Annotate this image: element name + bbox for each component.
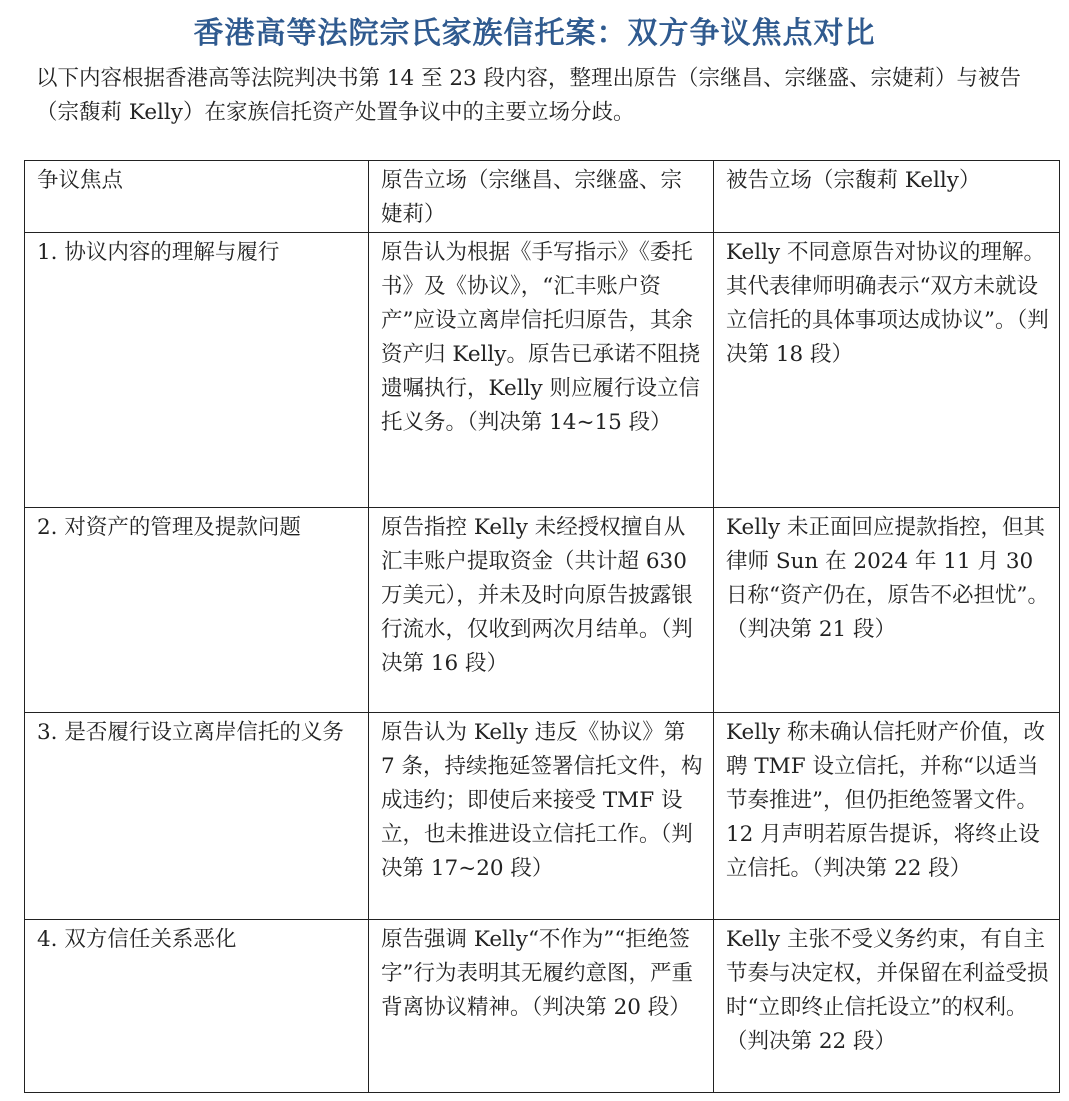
issue-cell: 1. 协议内容的理解与履行	[25, 233, 369, 508]
table-row	[25, 233, 1060, 508]
issue-cell: 4. 双方信任关系恶化	[25, 920, 369, 1093]
defendant-cell: Kelly 主张不受义务约束，有自主节奏与决定权，并保留在利益受损时“立即终止信托设立”的权利。（判决第 22 段）	[714, 920, 1060, 1093]
header-plaintiff: 原告立场（宗继昌、宗继盛、宗婕莉）	[369, 161, 714, 233]
page-title: 香港高等法院宗氏家族信托案：双方争议焦点对比	[193, 16, 876, 51]
defendant-cell: Kelly 称未确认信托财产价值，改聘 TMF 设立信托，并称“以适当节奏推进”，但仍拒绝签署文件。12 月声明若原告提诉，将终止设立信托。（判决第 22 段）	[714, 713, 1060, 920]
comparison-table	[24, 160, 1060, 1093]
issue-cell: 2. 对资产的管理及提款问题	[25, 508, 369, 713]
issue-cell: 3. 是否履行设立离岸信托的义务	[25, 713, 369, 920]
plaintiff-cell: 原告认为根据《手写指示》《委托书》及《协议》，“汇丰账户资产”应设立离岸信托归原告，其余资产归 Kelly。原告已承诺不阻挠遗嘱执行，Kelly 则应履行设立信托义务。（判决第 14~15 段）	[369, 233, 714, 508]
plaintiff-cell: 原告指控 Kelly 未经授权擅自从汇丰账户提取资金（共计超 630 万美元），并未及时向原告披露银行流水，仅收到两次月结单。（判决第 16 段）	[369, 508, 714, 713]
table-row	[25, 920, 1060, 1093]
table-header-row	[25, 161, 1060, 233]
table-row	[25, 713, 1060, 920]
defendant-cell: Kelly 不同意原告对协议的理解。其代表律师明确表示“双方未就设立信托的具体事项达成协议”。（判决第 18 段）	[714, 233, 1060, 508]
table-row	[25, 508, 1060, 713]
header-issue: 争议焦点	[25, 161, 369, 233]
header-defendant: 被告立场（宗馥莉 Kelly）	[714, 161, 1060, 233]
intro-paragraph: 以下内容根据香港高等法院判决书第 14 至 23 段内容，整理出原告（宗继昌、宗继盛、宗婕莉）与被告（宗馥莉 Kelly）在家族信托资产处置争议中的主要立场分歧。	[36, 66, 1022, 125]
plaintiff-cell: 原告认为 Kelly 违反《协议》第 7 条，持续拖延签署信托文件，构成违约；即使后来接受 TMF 设立，也未推进设立信托工作。（判决第 17~20 段）	[369, 713, 714, 920]
defendant-cell: Kelly 未正面回应提款指控，但其律师 Sun 在 2024 年 11 月 30 日称“资产仍在，原告不必担忧”。（判决第 21 段）	[714, 508, 1060, 713]
plaintiff-cell: 原告强调 Kelly“不作为”“拒绝签字”行为表明其无履约意图，严重背离协议精神。（判决第 20 段）	[369, 920, 714, 1093]
